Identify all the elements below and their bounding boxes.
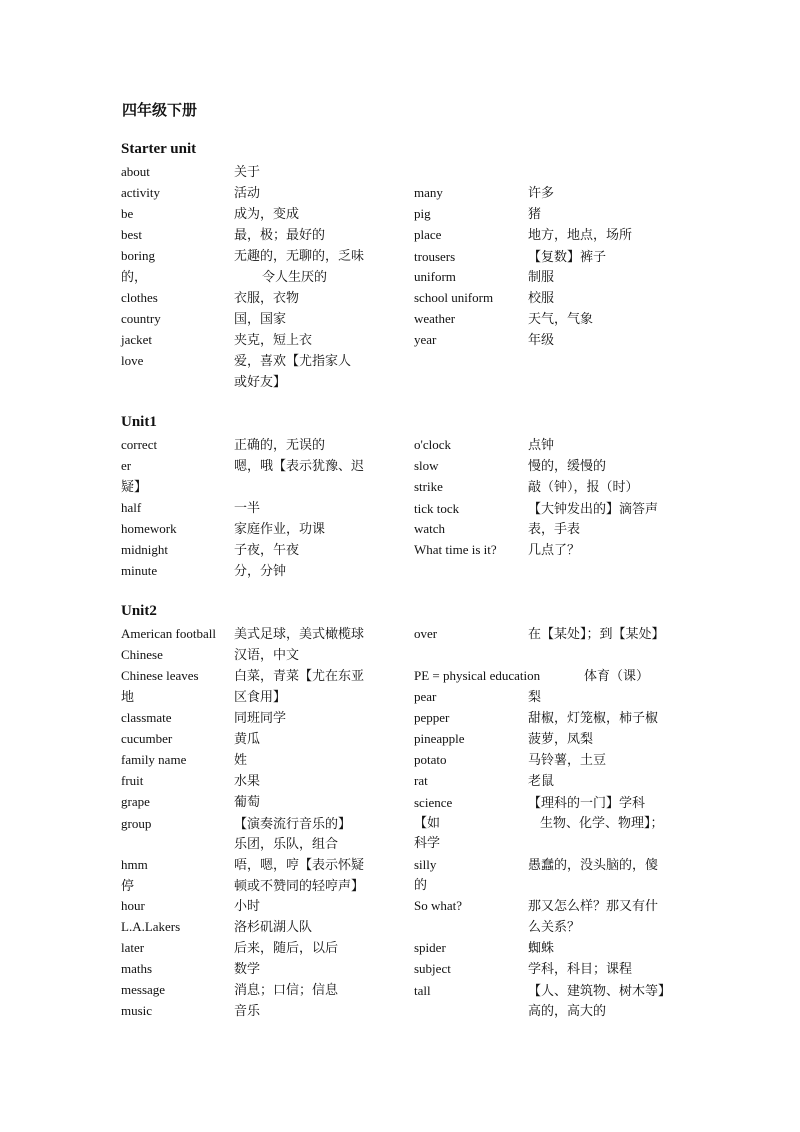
meaning: 点钟 [528,437,555,452]
word: potato [414,752,447,767]
meaning: 一半 [234,500,261,515]
meaning: 同班同学 [234,710,287,725]
meaning: 愚蠢的，没头脑的，傻 [528,857,659,872]
word: clothes [121,290,158,305]
meaning: 或好友】 [234,374,287,389]
word: boring [121,248,155,263]
meaning: 正确的，无误的 [234,437,326,452]
word: best [121,227,142,242]
meaning: 猪 [528,206,542,221]
word: rat [414,773,428,788]
word: family name [121,752,187,767]
word: 的， [121,269,148,284]
meaning: 爱，喜欢【尤指家人 [234,353,352,368]
word: trousers [414,249,456,264]
meaning: 蜘蛛 [528,940,555,955]
word: 停 [121,878,135,893]
meaning: 乐团，乐队，组合 [234,836,339,851]
meaning: 汉语，中文 [234,647,300,662]
meaning: 么关系？ [528,919,581,934]
section-heading-starter: Starter unit [121,141,197,157]
meaning: 夹克，短上衣 [234,332,313,347]
meaning: 许多 [528,185,555,200]
meaning: 音乐 [234,1003,261,1018]
word: cucumber [121,731,173,746]
word: slow [414,458,439,473]
word: midnight [121,542,168,557]
meaning: 消息；口信；信息 [234,982,339,997]
meaning: 菠萝，凤梨 [528,731,594,746]
word: be [121,206,134,221]
word: jacket [121,332,153,347]
meaning: 洛杉矶湖人队 [234,919,313,934]
word: later [121,940,145,955]
word: 科学 [414,835,441,850]
word: o'clock [414,437,451,452]
word: watch [414,521,446,536]
meaning: 顿或不赞同的轻哼声】 [234,878,365,893]
word: PE = physical education [414,668,541,683]
word: homework [121,521,177,536]
word: pineapple [414,731,465,746]
word: classmate [121,710,172,725]
word: year [414,332,437,347]
word: 【如 [414,815,441,830]
word: many [414,185,443,200]
meaning: 高的，高大的 [528,1003,607,1018]
word: activity [121,185,160,200]
meaning: 地方，地点，场所 [528,227,633,242]
meaning: 年级 [528,332,555,347]
meaning: 【大钟发出的】滴答声 [528,501,659,516]
word: silly [414,857,437,872]
meaning: 天气，气象 [528,311,594,326]
meaning: 生物、化学、物理】； [540,815,664,830]
meaning: 甜椒，灯笼椒，柿子椒 [528,710,659,725]
meaning: 敲（钟），报（时） [528,479,639,494]
word: hour [121,898,145,913]
meaning: 黄瓜 [234,731,261,746]
meaning: 唔，嗯，哼【表示怀疑 [234,857,365,872]
meaning: 最，极；最好的 [234,227,326,242]
meaning: 【复数】裤子 [528,249,607,264]
word: What time is it? [414,542,497,557]
word: strike [414,479,443,494]
word: tall [414,983,431,998]
word: L.A.Lakers [121,919,181,934]
meaning: 后来，随后，以后 [234,940,339,955]
word: music [121,1003,153,1018]
meaning: 【理科的一门】学科 [528,795,646,810]
meaning: 学科，科目；课程 [528,961,633,976]
meaning: 【人、建筑物、树木等】 [528,983,672,998]
word: er [121,458,132,473]
word: half [121,500,142,515]
meaning: 制服 [528,269,555,284]
word: love [121,353,144,368]
section-heading-unit1: Unit1 [121,414,157,430]
meaning: 在【某处】；到【某处】 [528,626,665,641]
meaning: 马铃薯，土豆 [528,752,607,767]
word: spider [414,940,446,955]
meaning: 嗯，哦【表示犹豫、迟 [234,458,365,473]
word: pear [414,689,437,704]
word: 地 [121,689,135,704]
word: Chinese leaves [121,668,199,683]
meaning: 梨 [528,689,542,704]
meaning: 校服 [528,290,555,305]
meaning: 成为，变成 [234,206,300,221]
word: uniform [414,269,456,284]
word: minute [121,563,158,578]
meaning: 【演奏流行音乐的】 [234,816,352,831]
meaning: 关于 [234,164,261,179]
meaning: 几点了？ [528,542,581,557]
meaning: 令人生厌的 [262,269,328,284]
word: message [121,982,166,997]
meaning: 慢的，缓慢的 [528,458,607,473]
meaning: 体育（课） [584,668,650,683]
meaning: 家庭作业，功课 [234,521,326,536]
meaning: 数学 [234,961,261,976]
word: Chinese [121,647,163,662]
meaning: 子夜，午夜 [234,542,300,557]
word: tick tock [414,501,460,516]
word: So what? [414,898,463,913]
page-title: 四年级下册 [122,103,198,119]
word: over [414,626,438,641]
word: school uniform [414,290,494,305]
meaning: 小时 [234,898,261,913]
meaning: 分，分钟 [234,563,287,578]
word: fruit [121,773,144,788]
meaning: 葡萄 [234,794,261,809]
word: 疑】 [121,479,148,494]
word: subject [414,961,451,976]
word: about [121,164,150,179]
meaning: 表，手表 [528,521,581,536]
word: science [414,795,453,810]
meaning: 老鼠 [528,773,555,788]
word: correct [121,437,158,452]
word: country [121,311,161,326]
section-heading-unit2: Unit2 [121,603,157,619]
meaning: 活动 [234,185,261,200]
word: maths [121,961,153,976]
word: hmm [121,857,148,872]
word: grape [121,794,150,809]
word: place [414,227,442,242]
word: pig [414,206,431,221]
word: weather [414,311,456,326]
meaning: 美式足球，美式橄榄球 [234,626,365,641]
meaning: 区食用】 [234,689,287,704]
meaning: 无趣的，无聊的，乏味 [234,248,365,263]
word: group [121,816,152,831]
meaning: 水果 [234,773,261,788]
meaning: 那又怎么样？那又有什 [528,898,659,913]
word: American football [121,626,216,641]
word: pepper [414,710,450,725]
meaning: 衣服，衣物 [234,290,300,305]
meaning: 国，国家 [234,311,287,326]
meaning: 姓 [234,752,248,767]
meaning: 白菜，青菜【尤在东亚 [234,668,365,683]
word: 的 [414,877,428,892]
